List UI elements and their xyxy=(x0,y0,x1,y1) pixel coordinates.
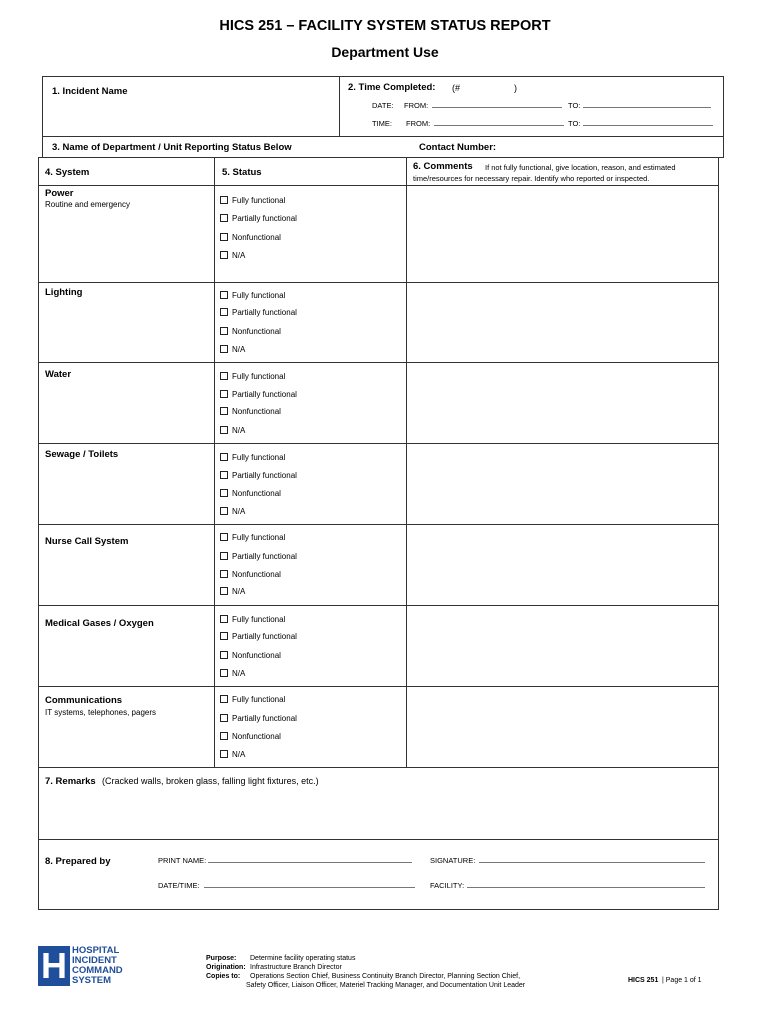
column-divider xyxy=(406,157,407,768)
logo-letter: H xyxy=(38,946,70,986)
checkbox-icon[interactable] xyxy=(220,695,228,703)
status-option-fully[interactable]: Fully functional xyxy=(220,291,285,300)
checkbox-icon[interactable] xyxy=(220,732,228,740)
time-label: TIME: xyxy=(372,119,392,128)
status-option-nonfunctional[interactable]: Nonfunctional xyxy=(220,732,281,741)
origination-text: Infrastructure Branch Director xyxy=(250,964,342,971)
checkbox-icon[interactable] xyxy=(220,233,228,241)
status-option-fully[interactable]: Fully functional xyxy=(220,533,285,542)
checkbox-icon[interactable] xyxy=(220,251,228,259)
status-option-na[interactable]: N/A xyxy=(220,426,245,435)
checkbox-icon[interactable] xyxy=(220,327,228,335)
checkbox-icon[interactable] xyxy=(220,587,228,595)
system-name-communications: Communications xyxy=(45,695,123,706)
origination-label: Origination: xyxy=(206,964,246,971)
header-divider xyxy=(38,185,719,186)
checkbox-icon[interactable] xyxy=(220,632,228,640)
incident-name-label: 1. Incident Name xyxy=(52,86,128,97)
system-name-power: Power xyxy=(45,188,74,199)
comments-column-header: 6. Comments xyxy=(413,161,473,172)
remarks-field[interactable] xyxy=(40,790,717,836)
status-option-fully[interactable]: Fully functional xyxy=(220,695,285,704)
system-name-lighting: Lighting xyxy=(45,287,83,298)
system-name-sewage: Sewage / Toilets xyxy=(45,449,119,460)
time-to-label: TO: xyxy=(568,119,581,128)
status-option-nonfunctional[interactable]: Nonfunctional xyxy=(220,233,281,242)
page-number: | Page 1 of 1 xyxy=(662,977,702,984)
status-option-nonfunctional[interactable]: Nonfunctional xyxy=(220,570,281,579)
signature-field[interactable] xyxy=(479,862,705,863)
form-title: HICS 251 – FACILITY SYSTEM STATUS REPORT xyxy=(219,18,551,34)
status-option-nonfunctional[interactable]: Nonfunctional xyxy=(220,489,281,498)
checkbox-icon[interactable] xyxy=(220,372,228,380)
checkbox-icon[interactable] xyxy=(220,552,228,560)
status-option-nonfunctional[interactable]: Nonfunctional xyxy=(220,327,281,336)
row-divider xyxy=(38,443,719,444)
status-option-fully[interactable]: Fully functional xyxy=(220,372,285,381)
checkbox-icon[interactable] xyxy=(220,291,228,299)
time-completed-close: ) xyxy=(514,83,517,93)
row-divider xyxy=(38,767,719,768)
checkbox-icon[interactable] xyxy=(220,196,228,204)
checkbox-icon[interactable] xyxy=(220,669,228,677)
status-option-na[interactable]: N/A xyxy=(220,750,245,759)
purpose-text: Determine facility operating status xyxy=(250,955,356,962)
status-option-fully[interactable]: Fully functional xyxy=(220,453,285,462)
checkbox-icon[interactable] xyxy=(220,615,228,623)
facility-field[interactable] xyxy=(467,887,705,888)
facility-label: FACILITY: xyxy=(430,881,465,890)
status-option-partially[interactable]: Partially functional xyxy=(220,308,297,317)
status-option-fully[interactable]: Fully functional xyxy=(220,615,285,624)
checkbox-icon[interactable] xyxy=(220,714,228,722)
remarks-label: 7. Remarks xyxy=(45,776,96,787)
checkbox-icon[interactable] xyxy=(220,426,228,434)
checkbox-icon[interactable] xyxy=(220,407,228,415)
checkbox-icon[interactable] xyxy=(220,533,228,541)
date-from-label: FROM: xyxy=(404,101,429,110)
status-column-header: 5. Status xyxy=(222,167,262,178)
status-option-partially[interactable]: Partially functional xyxy=(220,214,297,223)
column-divider xyxy=(214,157,215,768)
checkbox-icon[interactable] xyxy=(220,489,228,497)
checkbox-icon[interactable] xyxy=(220,570,228,578)
checkbox-icon[interactable] xyxy=(220,471,228,479)
status-option-partially[interactable]: Partially functional xyxy=(220,552,297,561)
comments-instructions-line2: time/resources for necessary repair. Identify who reported or inspected. xyxy=(413,174,650,183)
form-id: HICS 251 xyxy=(628,977,659,984)
status-option-fully[interactable]: Fully functional xyxy=(220,196,285,205)
datetime-label: DATE/TIME: xyxy=(158,881,200,890)
checkbox-icon[interactable] xyxy=(220,390,228,398)
status-option-na[interactable]: N/A xyxy=(220,345,245,354)
department-label: 3. Name of Department / Unit Reporting Status Below xyxy=(52,142,292,153)
divider xyxy=(42,136,724,137)
status-option-nonfunctional[interactable]: Nonfunctional xyxy=(220,651,281,660)
contact-number-label: Contact Number: xyxy=(419,142,497,153)
time-completed-hash: (# xyxy=(452,83,461,93)
prepared-by-label: 8. Prepared by xyxy=(45,856,111,867)
signature-label: SIGNATURE: xyxy=(430,856,476,865)
form-subtitle: Department Use xyxy=(331,44,439,60)
print-name-label: PRINT NAME: xyxy=(158,856,207,865)
copies-text-line1: Operations Section Chief, Business Continuity Branch Director, Planning Section Chief, xyxy=(250,973,521,980)
time-completed-label: 2. Time Completed: xyxy=(348,82,436,93)
row-divider xyxy=(38,524,719,525)
checkbox-icon[interactable] xyxy=(220,214,228,222)
time-from-label: FROM: xyxy=(406,119,431,128)
date-to-field[interactable] xyxy=(583,107,711,108)
copies-text-line2: Safety Officer, Liaison Officer, Materiel Tracking Manager, and Documentation Unit Leader xyxy=(246,982,526,989)
status-option-partially[interactable]: Partially functional xyxy=(220,714,297,723)
date-label: DATE: xyxy=(372,101,394,110)
system-name-nurse-call: Nurse Call System xyxy=(45,536,129,547)
status-option-na[interactable]: N/A xyxy=(220,669,245,678)
print-name-field[interactable] xyxy=(208,862,412,863)
date-from-field[interactable] xyxy=(432,107,562,108)
status-option-na[interactable]: N/A xyxy=(220,587,245,596)
system-name-medical-gases: Medical Gases / Oxygen xyxy=(45,618,154,629)
copies-label: Copies to: xyxy=(206,973,241,980)
row-divider xyxy=(38,605,719,606)
system-sub-communications: IT systems, telephones, pagers xyxy=(45,708,157,717)
time-from-field[interactable] xyxy=(434,125,564,126)
checkbox-icon[interactable] xyxy=(220,453,228,461)
purpose-label: Purpose: xyxy=(206,955,237,962)
datetime-field[interactable] xyxy=(204,887,415,888)
comments-instructions-line1: If not fully functional, give location, reason, and estimated xyxy=(485,163,676,172)
row-divider xyxy=(38,282,719,283)
system-name-water: Water xyxy=(45,369,72,380)
row-divider xyxy=(38,362,719,363)
remarks-hint: (Cracked walls, broken glass, falling light fixtures, etc.) xyxy=(102,776,319,786)
status-option-partially[interactable]: Partially functional xyxy=(220,632,297,641)
time-to-field[interactable] xyxy=(583,125,713,126)
logo-text: HOSPITAL INCIDENT COMMAND SYSTEM xyxy=(72,945,123,986)
date-to-label: TO: xyxy=(568,101,581,110)
status-option-na[interactable]: N/A xyxy=(220,507,245,516)
divider xyxy=(339,76,340,136)
checkbox-icon[interactable] xyxy=(220,308,228,316)
checkbox-icon[interactable] xyxy=(220,750,228,758)
status-option-partially[interactable]: Partially functional xyxy=(220,390,297,399)
system-sub-power: Routine and emergency xyxy=(45,200,130,209)
status-option-nonfunctional[interactable]: Nonfunctional xyxy=(220,407,281,416)
checkbox-icon[interactable] xyxy=(220,507,228,515)
hics-logo xyxy=(38,946,130,986)
status-option-na[interactable]: N/A xyxy=(220,251,245,260)
status-option-partially[interactable]: Partially functional xyxy=(220,471,297,480)
row-divider xyxy=(38,839,719,840)
checkbox-icon[interactable] xyxy=(220,345,228,353)
system-column-header: 4. System xyxy=(45,167,90,178)
row-divider xyxy=(38,686,719,687)
checkbox-icon[interactable] xyxy=(220,651,228,659)
